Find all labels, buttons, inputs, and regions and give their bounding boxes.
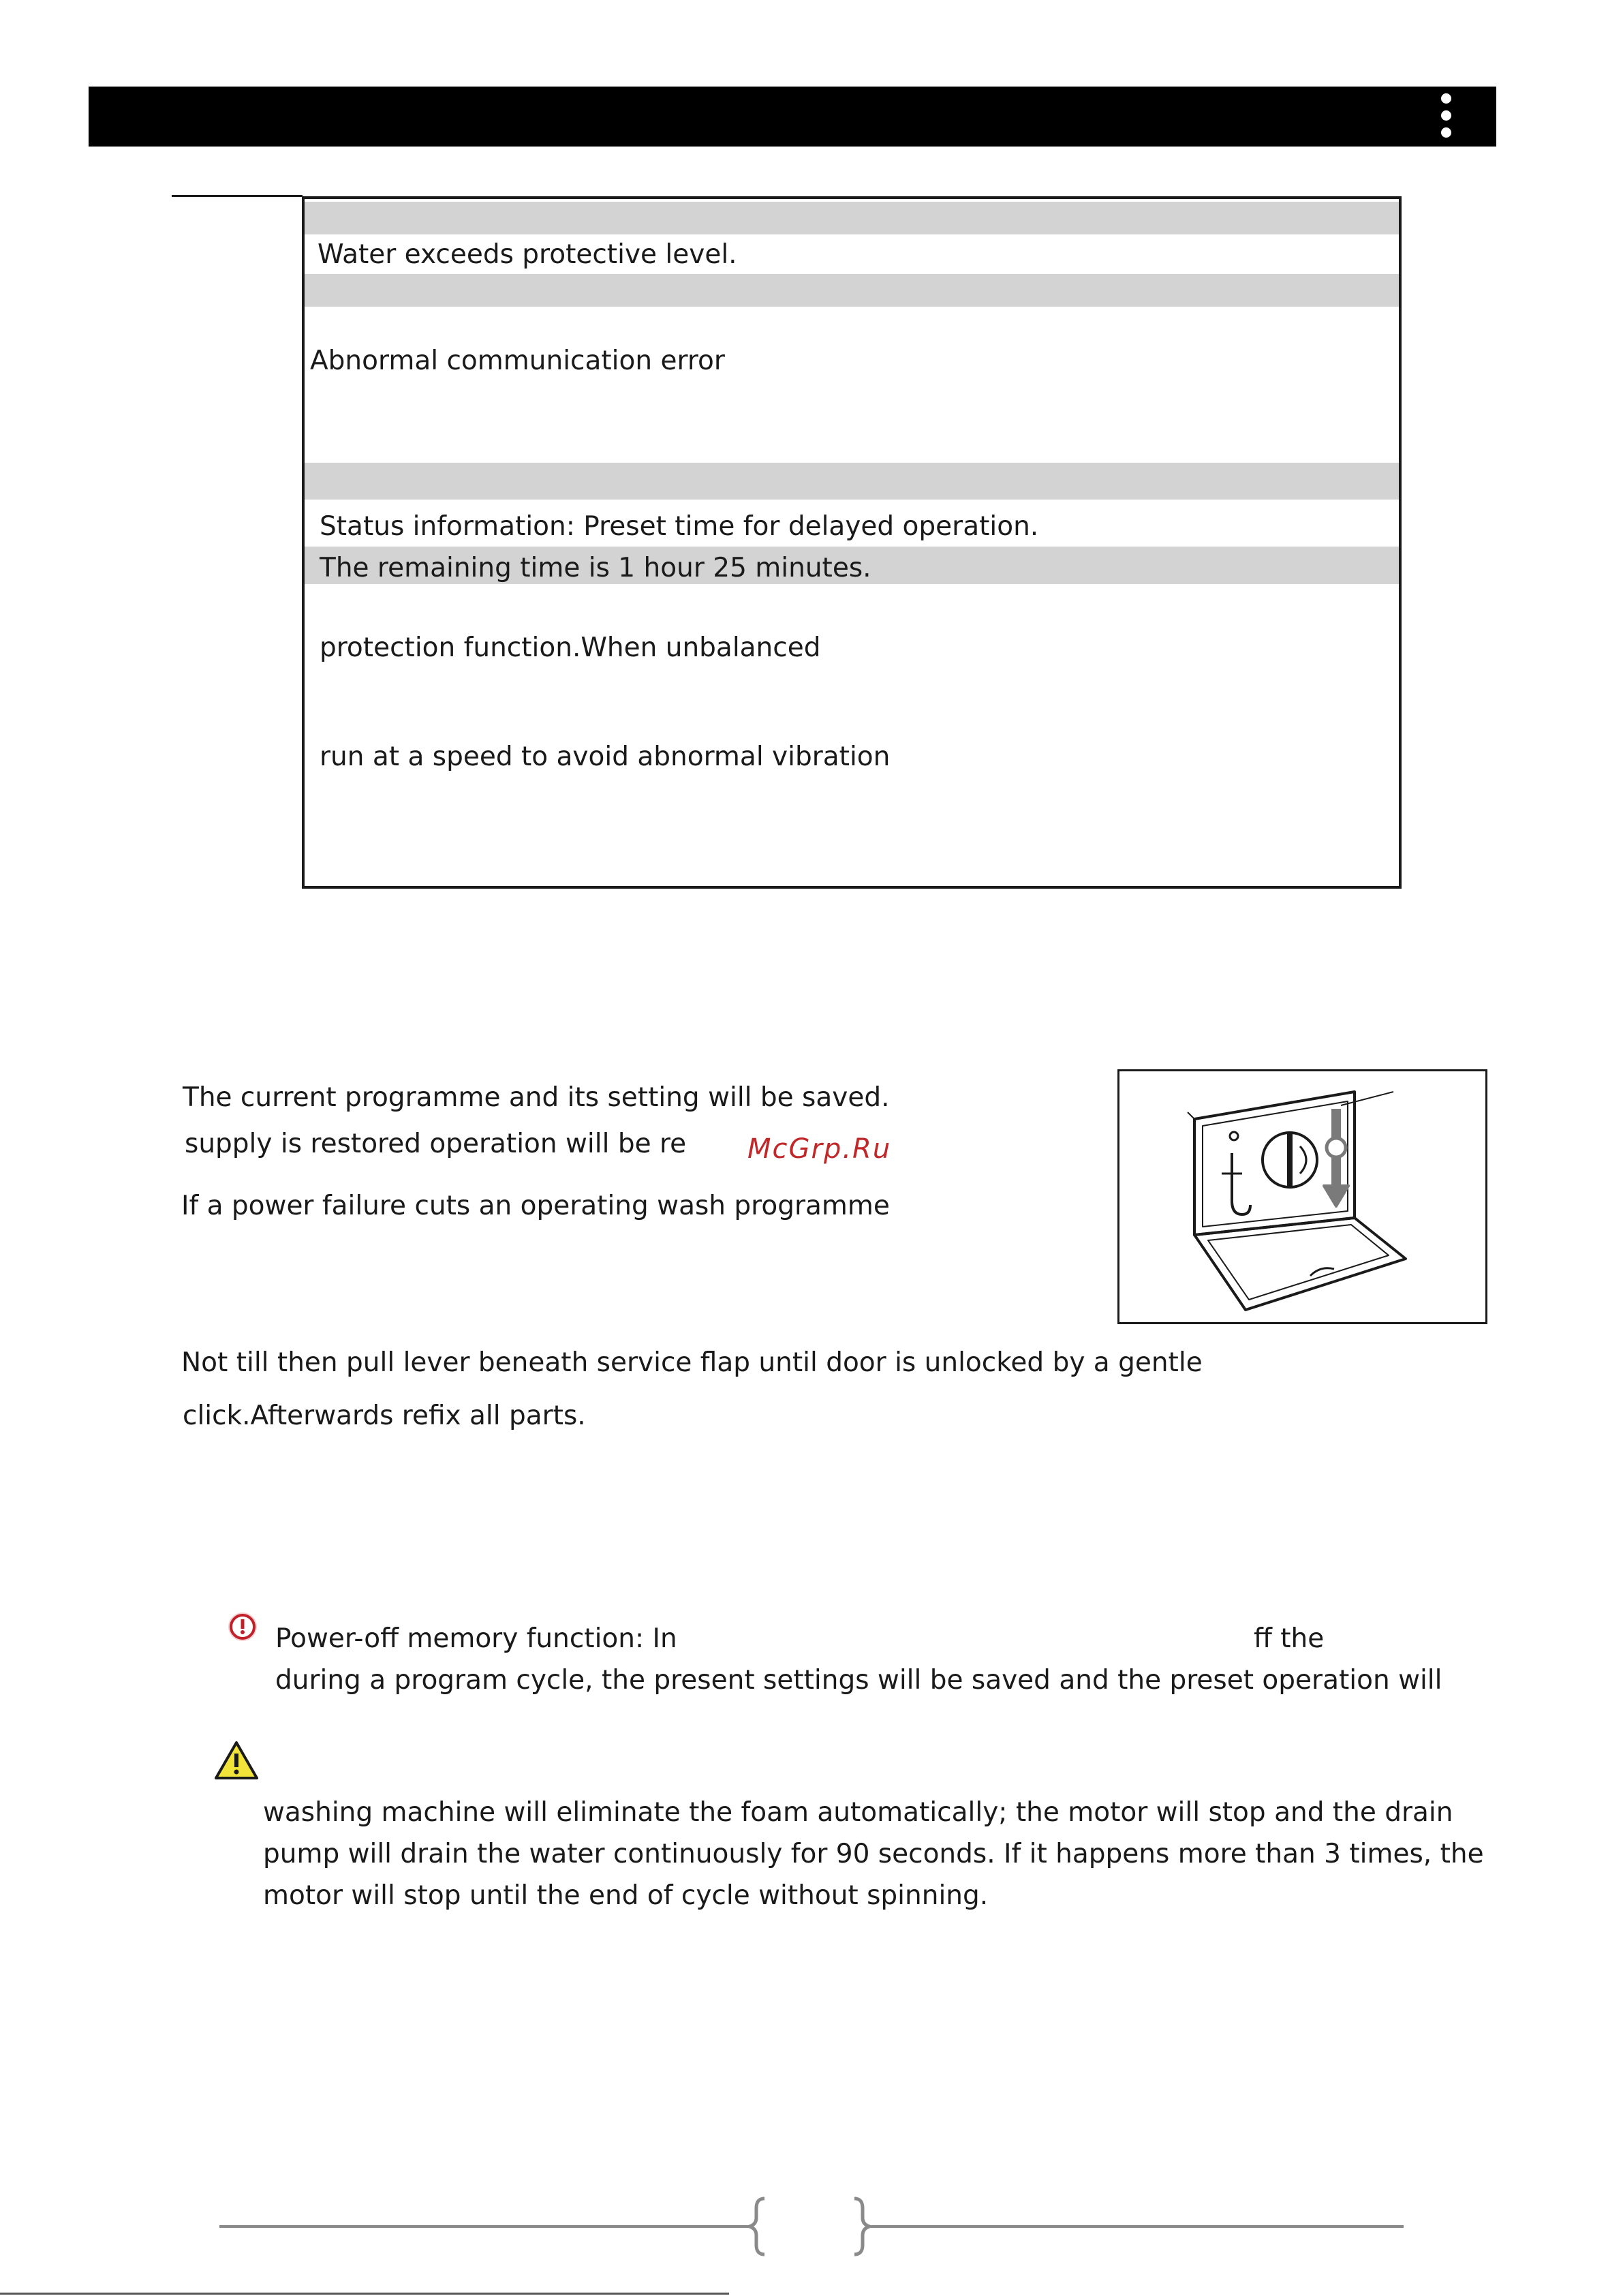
table-row-shade (305, 274, 1399, 307)
power-failure-text: If a power failure cuts an operating wash programme (181, 1191, 890, 1221)
memory-note-text: ff the (1254, 1623, 1325, 1654)
service-flap-figure (1117, 1069, 1487, 1324)
foam-warning-text: pump will drain the water continuously for 90 seconds. If it happens more than 3 times, the (263, 1839, 1484, 1869)
foam-warning-text: washing machine will eliminate the foam automatically; the motor will stop and the drain (263, 1797, 1453, 1828)
table-cell: The remaining time is 1 hour 25 minutes. (320, 553, 871, 583)
warning-triangle-icon (213, 1740, 260, 1781)
foam-warning-text: motor will stop until the end of cycle without spinning. (263, 1880, 989, 1911)
table-row-shade (305, 202, 1399, 234)
bottom-rule (0, 2293, 729, 2295)
watermark: McGrp.Ru (747, 1133, 892, 1165)
header-bar (89, 87, 1496, 147)
memory-note-text: during a program cycle, the present settings will be saved and the preset operation will (275, 1665, 1442, 1696)
footer-line-right (865, 2225, 1404, 2228)
service-flap-lever-illustration (1119, 1071, 1485, 1322)
table-cell: protection function.When unbalanced (320, 632, 821, 663)
table-cell: run at a speed to avoid abnormal vibration (320, 741, 891, 772)
power-failure-text: The current programme and its setting will be saved. (183, 1082, 890, 1113)
table-leading-rule (172, 195, 303, 197)
info-icon (227, 1611, 258, 1642)
table-cell: Abnormal communication error (310, 346, 725, 376)
table-cell: Status information: Preset time for delayed operation. (320, 511, 1039, 542)
page-number-brackets (748, 2196, 871, 2257)
memory-note-text: Power-off memory function: In (275, 1623, 677, 1654)
power-failure-text: Not till then pull lever beneath service flap until door is unlocked by a gentle (181, 1347, 1203, 1378)
power-failure-text: supply is restored operation will be re (185, 1129, 687, 1159)
power-failure-text: click.Afterwards refix all parts. (183, 1400, 586, 1431)
vertical-dots-icon (1438, 93, 1454, 141)
footer-line-left (219, 2225, 751, 2228)
table-cell: Water exceeds protective level. (318, 239, 737, 270)
table-row-shade (305, 463, 1399, 500)
